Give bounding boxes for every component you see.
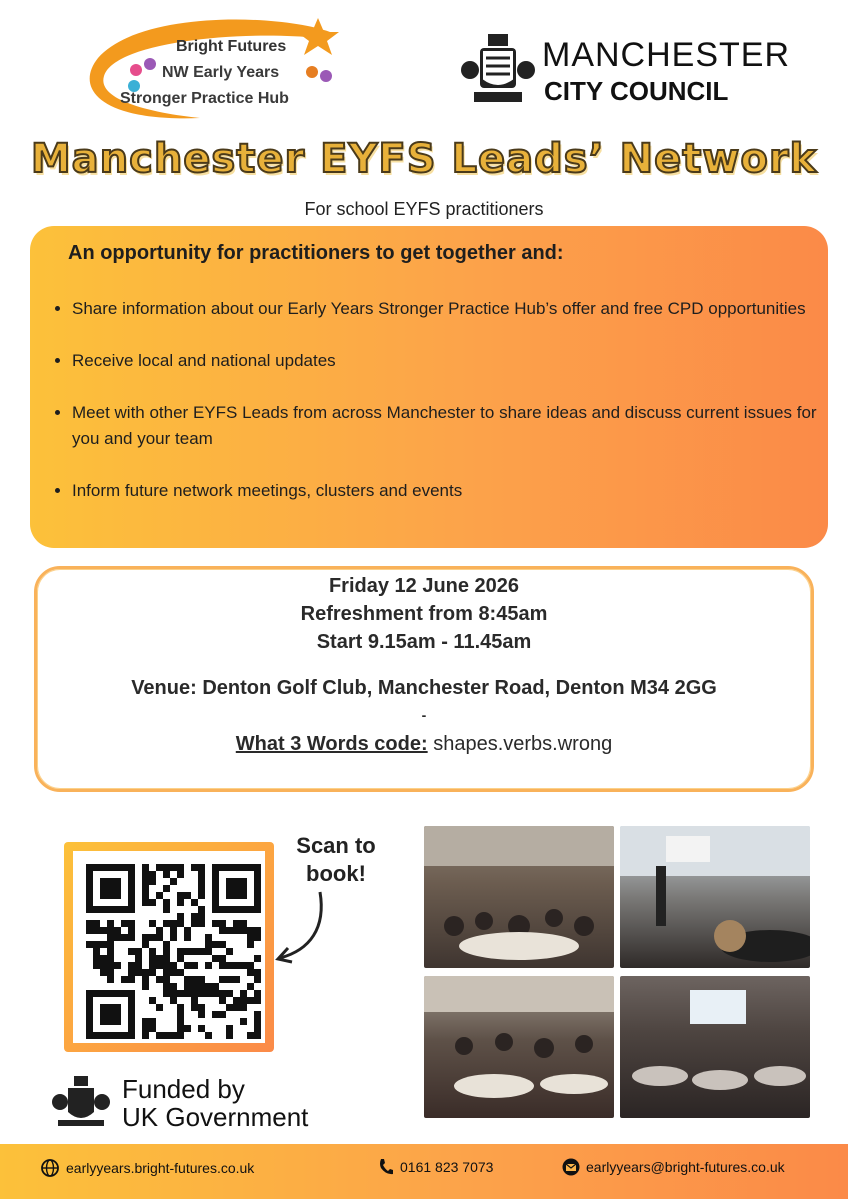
event-venue: Venue: Denton Golf Club, Manchester Road, Denton M34 2GG <box>131 677 717 699</box>
info-heading: An opportunity for practitioners to get together and: <box>68 242 564 264</box>
scan-to-book-label <box>286 832 386 888</box>
phone-icon <box>378 1158 394 1176</box>
globe-icon <box>40 1158 60 1178</box>
qr-code-image <box>73 851 265 1043</box>
logo-line-3: Stronger Practice Hub <box>120 90 289 107</box>
email-address[interactable]: earlyyears@bright-futures.co.uk <box>586 1159 785 1175</box>
funded-by-line-1: Funded by <box>122 1074 245 1104</box>
email-item[interactable] <box>562 1158 785 1176</box>
list-item: • Meet with other EYFS Leads from across Manchester to share ideas and discuss current issues for you and your team <box>72 400 822 452</box>
qr-code[interactable] <box>73 851 265 1043</box>
website-link[interactable]: earlyyears.bright-futures.co.uk <box>66 1160 255 1176</box>
council-subname: CITY COUNCIL <box>544 76 729 106</box>
event-photo-3 <box>424 976 614 1118</box>
qr-code-frame <box>64 842 274 1052</box>
star-icon <box>297 18 339 55</box>
scan-line-2: book! <box>306 861 366 886</box>
info-list <box>52 296 822 530</box>
arrow-icon <box>270 888 330 968</box>
event-photo-4 <box>620 976 810 1118</box>
list-item: • Inform future network meetings, clusters and events <box>72 478 822 504</box>
event-photo-1 <box>424 826 614 968</box>
divider-dash: - <box>421 707 427 723</box>
scan-line-1: Scan to <box>296 833 376 858</box>
event-start-time: Start 9.15am - 11.45am <box>316 631 532 653</box>
logo-line-1: Bright Futures <box>176 38 287 55</box>
page-subtitle: For school EYFS practitioners <box>304 199 544 219</box>
event-refreshment: Refreshment from 8:45am <box>300 603 548 625</box>
manchester-city-council-logo <box>460 30 790 110</box>
royal-arms-icon <box>50 1074 112 1132</box>
funded-by-line-2: UK Government <box>122 1102 309 1132</box>
list-item: • Share information about our Early Years Stronger Practice Hub’s offer and free CPD opportunities <box>72 296 822 322</box>
info-panel <box>30 226 828 548</box>
event-photo-2 <box>620 826 810 968</box>
phone-number[interactable]: 0161 823 7073 <box>400 1159 494 1175</box>
what3words-label: What 3 Words code: <box>235 733 428 755</box>
bright-futures-logo <box>80 14 350 124</box>
what3words-line <box>37 733 811 756</box>
phone-item[interactable] <box>378 1158 493 1176</box>
footer-bar <box>0 1144 848 1199</box>
event-details-panel <box>34 566 814 792</box>
crest-icon <box>460 30 536 110</box>
funded-by-block <box>50 1072 350 1132</box>
event-date: Friday 12 June 2026 <box>328 575 520 597</box>
page-title: Manchester EYFS Leads’ Network <box>30 136 818 182</box>
email-icon <box>562 1158 580 1176</box>
website-item[interactable] <box>40 1158 254 1178</box>
what3words-code: shapes.verbs.wrong <box>427 733 613 755</box>
logo-line-2: NW Early Years <box>162 64 280 81</box>
council-name: MANCHESTER <box>542 36 791 74</box>
list-item: • Receive local and national updates <box>72 348 822 374</box>
